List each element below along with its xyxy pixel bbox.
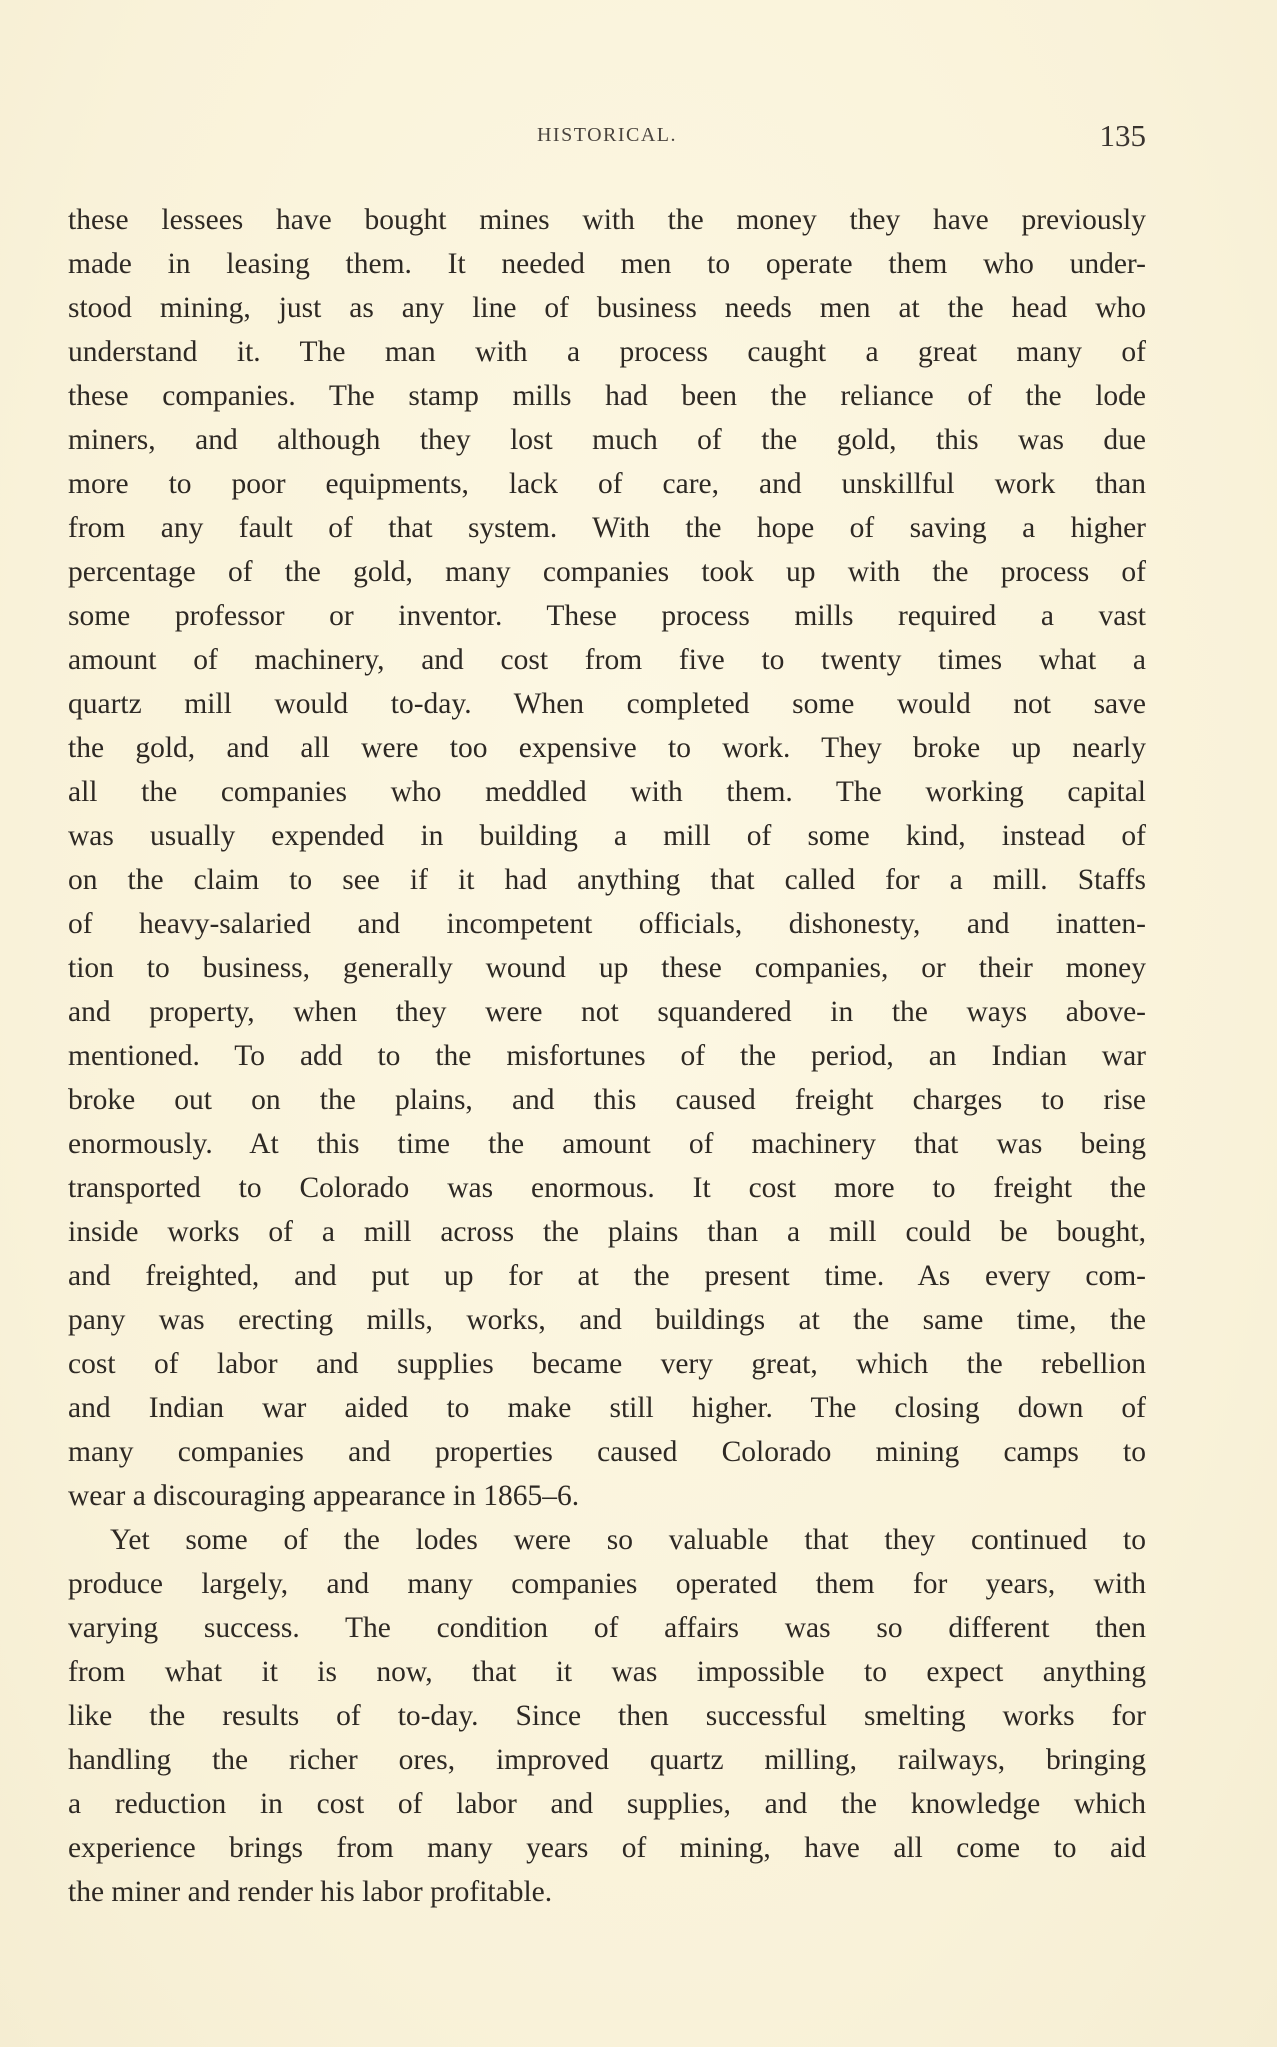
text-line: and freighted, and put up for at the present time. As every com- <box>68 1260 1146 1292</box>
text-line: the gold, and all were too expensive to work. They broke up nearly <box>68 732 1146 764</box>
running-header <box>68 118 1146 158</box>
text-line: varying success. The condition of affairs was so different then <box>68 1612 1146 1644</box>
text-line: more to poor equipments, lack of care, and unskillful work than <box>68 468 1146 500</box>
text-line: transported to Colorado was enormous. It cost more to freight the <box>68 1172 1146 1204</box>
text-line: from any fault of that system. With the hope of saving a higher <box>68 512 1146 544</box>
text-line: miners, and although they lost much of the gold, this was due <box>68 424 1146 456</box>
text-line: tion to business, generally wound up these companies, or their money <box>68 952 1146 984</box>
text-line: wear a discouraging appearance in 1865–6. <box>68 1480 580 1512</box>
text-line: stood mining, just as any line of business needs men at the head who <box>68 292 1146 324</box>
text-line: understand it. The man with a process caught a great many of <box>68 336 1146 368</box>
text-line: percentage of the gold, many companies took up with the process of <box>68 556 1146 588</box>
running-title: HISTORICAL. <box>536 124 678 146</box>
text-line: these lessees have bought mines with the money they have previously <box>68 204 1146 236</box>
text-line: from what it is now, that it was impossible to expect anything <box>68 1656 1146 1688</box>
page-number: 135 <box>1099 118 1146 153</box>
text-line: cost of labor and supplies became very great, which the rebellion <box>68 1348 1146 1380</box>
text-line: handling the richer ores, improved quartz milling, railways, bringing <box>68 1744 1146 1776</box>
text-line: was usually expended in building a mill of some kind, instead of <box>68 820 1146 852</box>
text-line: and Indian war aided to make still higher. The closing down of <box>68 1392 1146 1424</box>
text-line: all the companies who meddled with them. The working capital <box>68 776 1146 808</box>
paragraph-2 <box>68 1518 1146 1914</box>
text-line: of heavy-salaried and incompetent officials, dishonesty, and inatten- <box>68 908 1146 940</box>
text-line: and property, when they were not squandered in the ways above- <box>68 996 1146 1028</box>
text-line: experience brings from many years of mining, have all come to aid <box>68 1832 1146 1864</box>
text-line: enormously. At this time the amount of machinery that was being <box>68 1128 1146 1160</box>
text-line: on the claim to see if it had anything that called for a mill. Staffs <box>68 864 1146 896</box>
text-line: inside works of a mill across the plains than a mill could be bought, <box>68 1216 1146 1248</box>
text-line: broke out on the plains, and this caused freight charges to rise <box>68 1084 1146 1116</box>
text-line: these companies. The stamp mills had been the reliance of the lode <box>68 380 1146 412</box>
body-text <box>68 198 1146 1914</box>
paragraph-1 <box>68 198 1146 1518</box>
text-line: amount of machinery, and cost from five to twenty times what a <box>68 644 1146 676</box>
text-line: produce largely, and many companies operated them for years, with <box>68 1568 1146 1600</box>
text-line: pany was erecting mills, works, and buildings at the same time, the <box>68 1304 1146 1336</box>
text-line: some professor or inventor. These process mills required a vast <box>68 600 1146 632</box>
text-line: Yet some of the lodes were so valuable that they continued to <box>110 1524 1146 1556</box>
text-line: many companies and properties caused Colorado mining camps to <box>68 1436 1146 1468</box>
text-line: made in leasing them. It needed men to operate them who under- <box>68 248 1146 280</box>
text-line: the miner and render his labor profitable. <box>68 1876 553 1908</box>
text-line: like the results of to-day. Since then successful smelting works for <box>68 1700 1146 1732</box>
text-line: quartz mill would to-day. When completed some would not save <box>68 688 1146 720</box>
text-line: mentioned. To add to the misfortunes of the period, an Indian war <box>68 1040 1146 1072</box>
text-line: a reduction in cost of labor and supplies, and the knowledge which <box>68 1788 1146 1820</box>
